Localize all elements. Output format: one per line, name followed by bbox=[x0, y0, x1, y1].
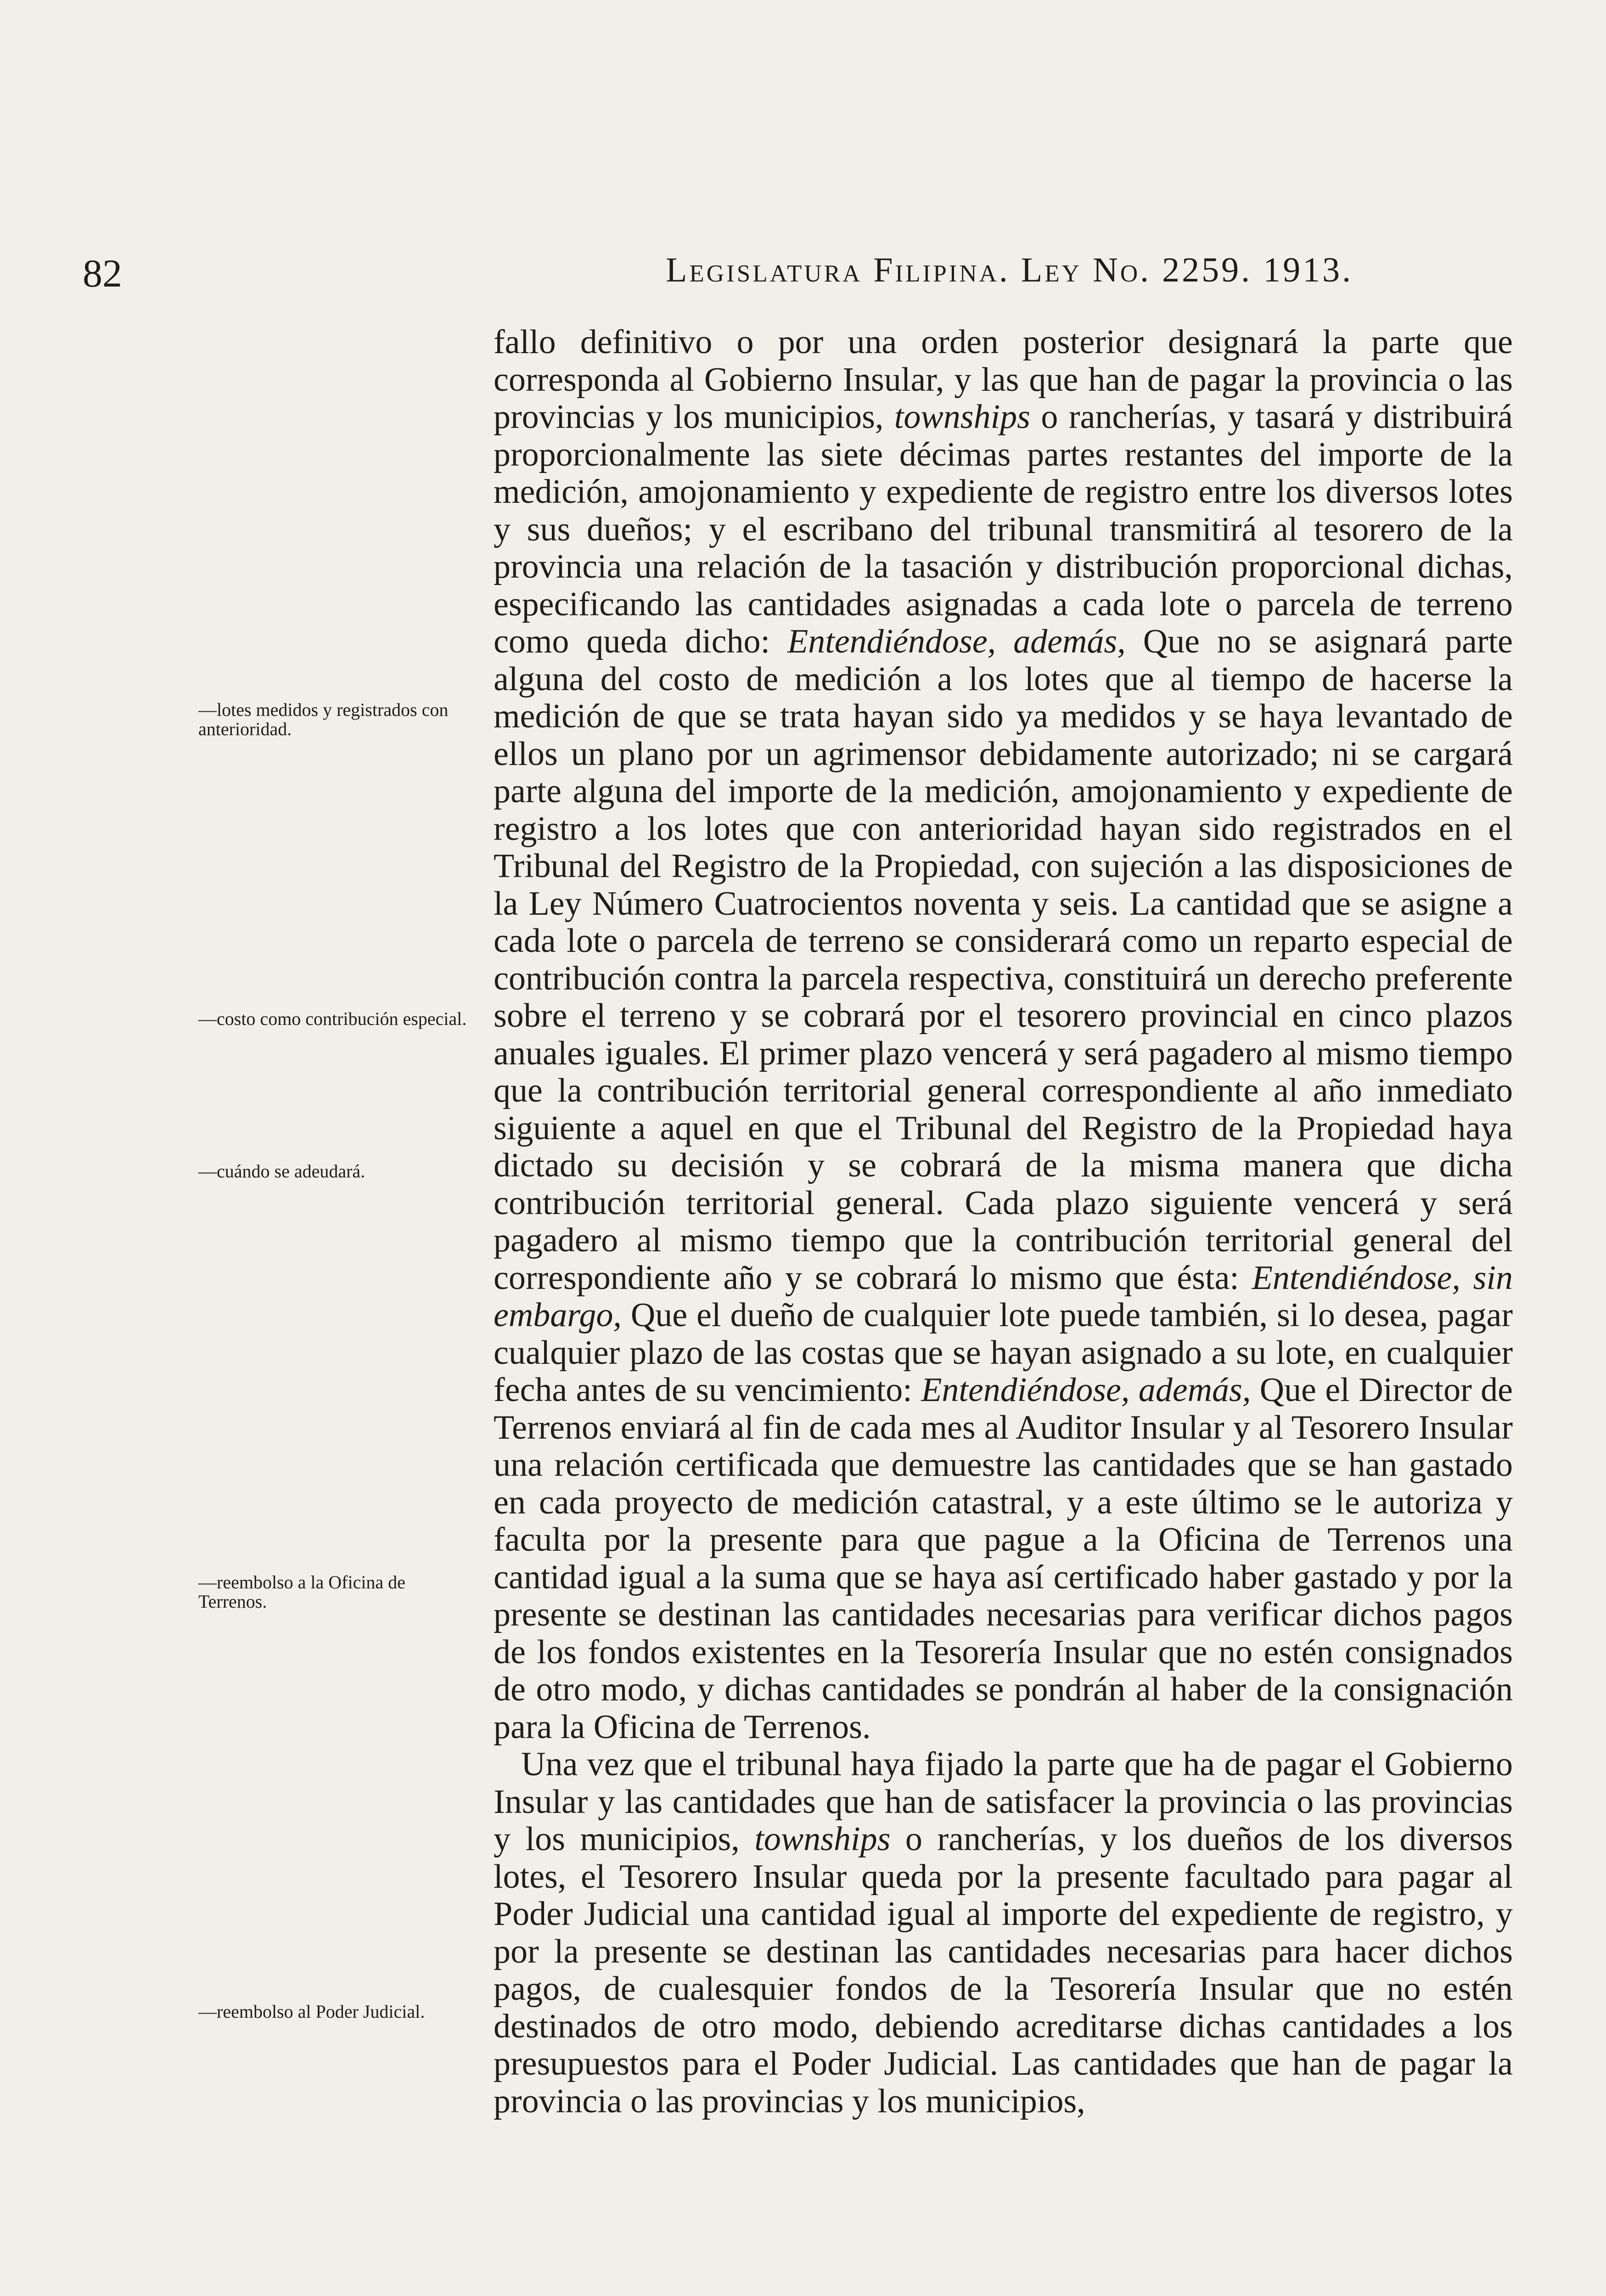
paragraph bbox=[494, 324, 1513, 1746]
page-header bbox=[83, 250, 1529, 301]
text-run: fallo definitivo o por una orden posterior designará la parte que corresponda al Gobierno Insular, y las que han de pagar la provincia o las provincias y los municipios, bbox=[494, 323, 1513, 436]
italic-text: townships bbox=[754, 1820, 891, 1858]
proviso-text: Entendiéndose, además, bbox=[921, 1371, 1251, 1409]
text-run: Que el dueño de cualquier lote puede también, si lo desea, pagar cualquier plazo de las costas que se hayan asignado a su lote, en cualquier fecha antes de su vencimiento: bbox=[494, 1296, 1513, 1409]
margin-note: —lotes medidos y registrados con anterioridad. bbox=[198, 699, 449, 739]
margin-note: —costo como contribución especial. bbox=[198, 1008, 467, 1029]
running-head: Legislatura Filipina. Ley No. 2259. 1913. bbox=[666, 251, 1353, 289]
page-number: 82 bbox=[83, 251, 122, 295]
margin-note: —reembolso al Poder Judicial. bbox=[198, 2001, 425, 2022]
paragraph bbox=[494, 1746, 1513, 2120]
proviso-text: Entendiéndose, sin embargo, bbox=[494, 1259, 1513, 1334]
text-run: o rancherías, y los dueños de los diversos lotes, el Tesorero Insular queda por la presente facultado para pagar al Poder Judicial una cantidad igual al importe del expediente de registro, y por la presente se destinan las cantidades necesarias para hacer dichos pagos, de cualesquier fondos de la Tesorería Insular que no estén destinados de otro modo, debiendo acreditarse dichas cantidades a los presupuestos para el Poder Judicial. Las cantidades que han de pagar la provincia o las provincias y los municipios, bbox=[494, 1820, 1513, 2120]
proviso-text: Entendiéndose, además, bbox=[787, 623, 1126, 660]
text-run: Que el Director de Terrenos enviará al fin de cada mes al Auditor Insular y al Tesorero Insular una relación certificada que demuestre las cantidades que se han gastado en cada proyecto de medición catastral, y a este último se le autoriza y faculta por la presente para que pague a la Oficina de Terrenos una cantidad igual a la suma que se haya así certificado haber gastado y por la presente se destinan las cantidades necesarias para verificar dichos pagos de los fondos existentes en la Tesorería Insular que no estén consignados de otro modo, y dichas cantidades se pondrán al haber de la consignación para la Oficina de Terrenos. bbox=[494, 1371, 1513, 1746]
text-run: o rancherías, y tasará y distribuirá proporcionalmente las siete décimas partes restantes del importe de la medición, amojonamiento y expediente de registro entre los diversos lotes y sus dueños; y el escribano del tribunal transmitirá al tesorero de la provincia una relación de la tasación y distribución proporcional dichas, especificando las cantidades asignadas a cada lote o parcela de terreno como queda dicho: bbox=[494, 398, 1513, 660]
margin-note: —cuándo se adeudará. bbox=[198, 1161, 365, 1182]
text-run: Una vez que el tribunal haya fijado la parte que ha de pagar el Gobierno Insular y las cantidades que han de satisfacer la provincia o las provincias y los municipios, bbox=[494, 1745, 1513, 1858]
body-text bbox=[494, 324, 1513, 2120]
text-run: Que no se asignará parte alguna del costo de medición a los lotes que al tiempo de hacerse la medición de que se trata hayan sido ya medidos y se haya levantado de ellos un plano por un agrimensor debidamente autorizado; ni se cargará parte alguna del importe de la medición, amojonamiento y expediente de registro a los lotes que con anterioridad hayan sido registrados en el Tribunal del Registro de la Propiedad, con sujeción a las disposiciones de la Ley Número Cuatrocientos noventa y seis. La cantidad que se asigne a cada lote o parcela de terreno se considerará como un reparto especial de contribución contra la parcela respectiva, constituirá un derecho preferente sobre el terreno y se cobrará por el tesorero provincial en cinco plazos anuales iguales. El primer plazo vencerá y será pagadero al mismo tiempo que la contribución territorial general correspondiente al año inmediato siguiente a aquel en que el Tribunal del Registro de la Propiedad haya dictado su decisión y se cobrará de la misma manera que dicha contribución territorial general. Cada plazo siguiente vencerá y será pagadero al mismo tiempo que la contribución territorial general del correspondiente año y se cobrará lo mismo que ésta: bbox=[494, 623, 1513, 1297]
italic-text: townships bbox=[894, 398, 1030, 436]
margin-note: —reembolso a la Oficina de Terrenos. bbox=[198, 1572, 405, 1612]
